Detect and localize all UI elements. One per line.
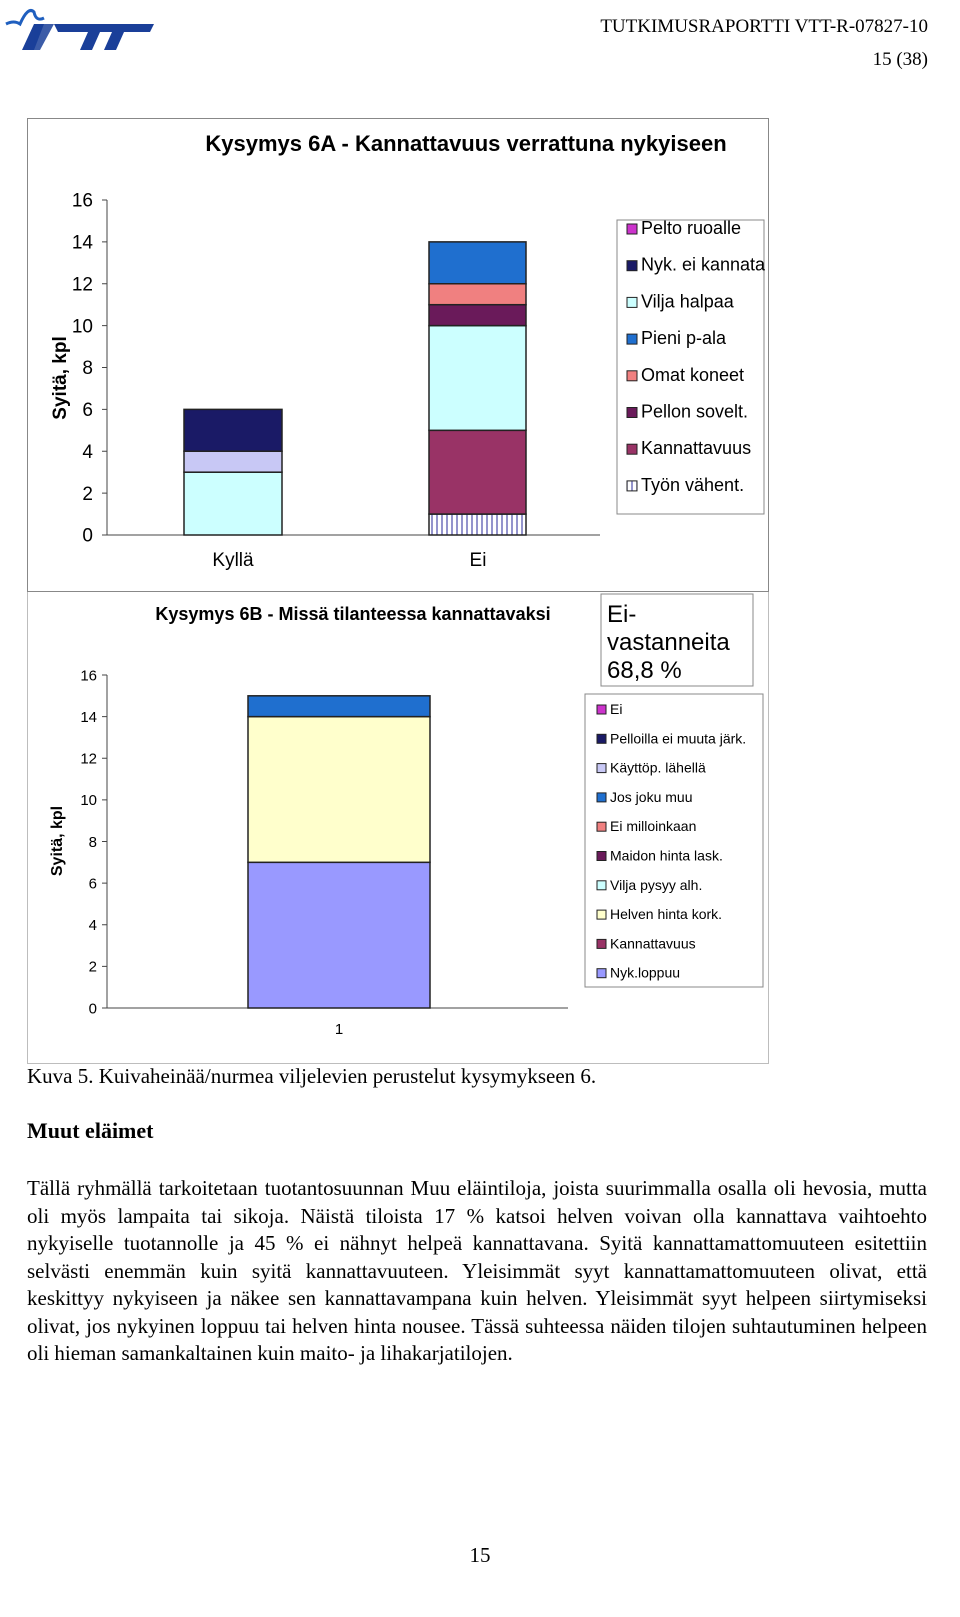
y-tick-label: 0 — [82, 525, 93, 547]
bar-segment — [429, 326, 526, 431]
legend-label: Vilja halpaa — [641, 291, 734, 312]
legend-swatch — [597, 881, 606, 890]
legend-swatch — [627, 408, 637, 418]
legend-label: Kannattavuus — [641, 438, 752, 459]
chart-6a-title: Kysymys 6A - Kannattavuus verrattuna nykyiseen — [205, 131, 727, 156]
chart-6b-bars — [248, 696, 430, 1008]
y-tick-label: 16 — [80, 667, 97, 685]
legend-label: Helven hinta kork. — [610, 906, 723, 923]
legend-swatch — [597, 793, 606, 802]
y-tick-label: 10 — [80, 792, 97, 810]
chart-6b-annotation-line1: Ei- — [607, 601, 637, 628]
chart-6b-annotation-line2: vastanneita — [607, 629, 730, 656]
y-tick-label: 8 — [82, 358, 93, 380]
body-paragraph: Tällä ryhmällä tarkoitetaan tuotantosuunnan Muu eläintiloja, joista suurimmalla osalla oli hevosia, mutta oli myös lampaita tai sikoja. Näistä tiloista 17 % katsoi helven voivan olla kannattava vaihtoehto nykyiselle tuotannolle ja 45 % ei nähnyt helpeä kannattavana. Syitä kannattamattomuuteen esitettiin selvästi enemmän kuin syitä kannattavuuteen. Yleisimmät syyt kannattamattomuuteen olivat, että keskittyy nykyiseen ja näkee sen kannattavampana kuin helven. Yleisimmät syyt helpeen siirtymiseksi olivat, jos nykyinen loppuu tai helven hinta nousee. Tässä suhteessa näiden tilojen suhtautuminen helpeen oli hieman samankaltainen kuin maito- ja lihakarjatilojen. — [27, 1176, 927, 1365]
bar-segment — [248, 717, 430, 863]
chart-6b-yticks — [80, 667, 107, 1017]
legend-label: Omat koneet — [641, 364, 745, 385]
y-tick-label: 12 — [80, 750, 97, 768]
legend-swatch — [597, 705, 606, 714]
chart-6b-annotation-line3: 68,8 % — [607, 657, 682, 684]
bar-segment — [248, 862, 430, 1008]
legend-swatch — [597, 822, 606, 831]
bar-segment — [184, 451, 282, 472]
chart-6b-ylabel: Syitä, kpl — [49, 805, 66, 877]
figure-caption: Kuva 5. Kuivaheinää/nurmea viljelevien perustelut kysymykseen 6. — [27, 1064, 597, 1088]
legend-swatch — [597, 939, 606, 948]
svg-text:VTT: VTT — [64, 16, 66, 17]
report-id: TUTKIMUSRAPORTTI VTT-R-07827-10 — [600, 16, 928, 37]
bar-segment — [429, 242, 526, 284]
legend-swatch — [627, 371, 637, 381]
bar-segment — [184, 472, 282, 535]
bar-segment — [429, 430, 526, 514]
legend-swatch — [627, 444, 637, 454]
legend-swatch — [597, 852, 606, 861]
legend-label: Ei — [610, 701, 623, 717]
bar-segment — [429, 305, 526, 326]
legend-swatch — [597, 910, 606, 919]
legend-label: Kannattavuus — [610, 935, 696, 952]
legend-label: Pelto ruoalle — [641, 218, 742, 238]
y-tick-label: 12 — [71, 274, 93, 296]
chart-6a-ylabel: Syitä, kpl — [50, 336, 71, 420]
y-tick-label: 8 — [88, 833, 97, 851]
y-tick-label: 14 — [80, 708, 97, 726]
chart-6a-category-ei: Ei — [469, 550, 487, 571]
chart-6b-title: Kysymys 6B - Missä tilanteessa kannattavaksi — [155, 604, 551, 624]
legend-swatch — [597, 734, 606, 743]
page-of: 15 (38) — [872, 49, 928, 70]
bar-segment — [248, 696, 430, 717]
y-tick-label: 10 — [71, 316, 93, 338]
legend-label: Ei milloinkaan — [610, 818, 697, 835]
y-tick-label: 4 — [88, 917, 97, 934]
y-tick-label: 6 — [88, 875, 97, 893]
legend-swatch — [597, 764, 606, 773]
y-tick-label: 2 — [88, 958, 97, 976]
y-tick-label: 2 — [82, 483, 93, 505]
y-tick-label: 4 — [82, 441, 93, 463]
legend-label: Käyttöp. lähellä — [610, 759, 706, 776]
legend-label: Jos joku muu — [610, 788, 693, 805]
legend-label: Pelloilla ei muuta järk. — [610, 730, 747, 747]
bar-segment — [429, 514, 526, 535]
legend-label: Pellon sovelt. — [641, 401, 749, 422]
y-tick-label: 6 — [82, 400, 93, 422]
legend-swatch — [627, 261, 637, 271]
legend-swatch — [627, 297, 637, 307]
bar-segment — [184, 409, 282, 451]
chart-6a-yticks — [72, 191, 107, 547]
chart-6a-bars — [184, 242, 526, 535]
bar-segment — [429, 284, 526, 305]
section-title: Muut eläimet — [27, 1118, 154, 1143]
legend-label: Pieni p-ala — [641, 328, 727, 349]
y-tick-label: 0 — [88, 1000, 97, 1018]
page-number: 15 — [469, 1543, 491, 1567]
chart-6a-category-kylla: Kyllä — [212, 550, 254, 571]
legend-swatch — [627, 334, 637, 344]
legend-label: Nyk.loppuu — [610, 964, 681, 981]
y-tick-label: 14 — [71, 232, 93, 254]
legend-swatch — [627, 481, 637, 491]
legend-swatch — [597, 969, 606, 978]
legend-label: Vilja pysyy alh. — [610, 876, 703, 893]
y-tick-label: 16 — [71, 190, 93, 212]
legend-label: Työn vähent. — [641, 474, 745, 495]
legend-label: Nyk. ei kannata — [641, 254, 766, 275]
legend-label: Maidon hinta lask. — [610, 847, 723, 864]
legend-swatch — [627, 224, 637, 234]
chart-6b-category: 1 — [334, 1021, 344, 1038]
